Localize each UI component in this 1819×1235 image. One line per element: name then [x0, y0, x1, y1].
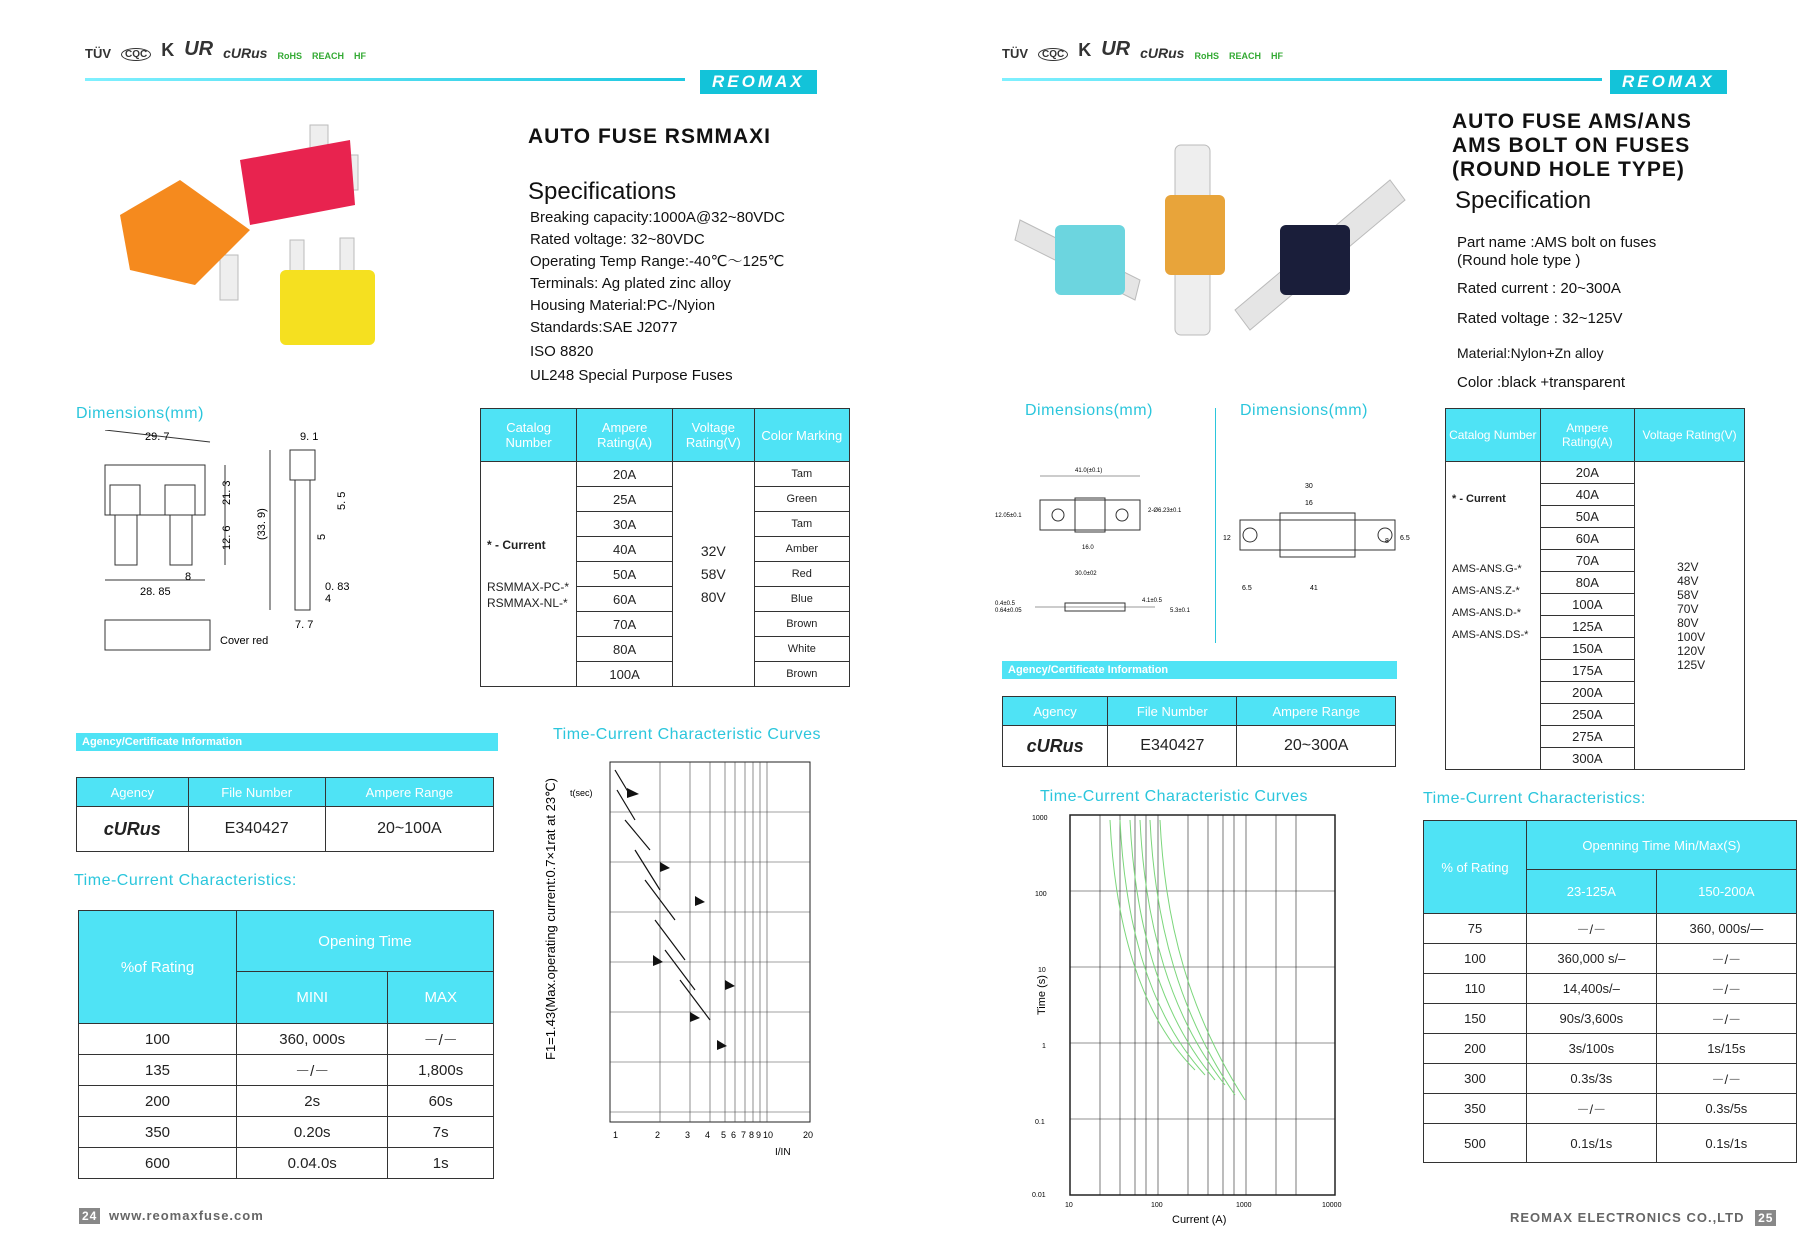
- tc-row: [79, 1148, 494, 1179]
- left-tc-table: [78, 910, 494, 1179]
- right-agency-bar: Agency/Certificate Information: [1002, 661, 1397, 679]
- cover-red-label: Cover red: [220, 635, 269, 647]
- k-logo: K: [161, 40, 175, 60]
- left-curve-svg: [535, 750, 835, 1170]
- amp-cell: 70A: [577, 612, 673, 637]
- tc-row: [1424, 1004, 1797, 1034]
- tc-cell: 600: [79, 1148, 237, 1179]
- volt-80: 80V: [700, 588, 726, 605]
- ytick: 100: [1035, 891, 1047, 898]
- tc-cell: 3s/100s: [1527, 1034, 1657, 1064]
- reach-logo: REACH: [1228, 51, 1261, 61]
- ams-fuse-illustration: [1010, 140, 1410, 350]
- spec-rated-current: Rated current : 20~300A: [1457, 280, 1621, 297]
- spec-rated-voltage: Rated voltage : 32~125V: [1457, 310, 1623, 327]
- amp-cell: 60A: [1540, 528, 1635, 550]
- spec-part-name: Part name :AMS bolt on fuses: [1457, 234, 1657, 251]
- curus-logo-cell: cURus: [77, 807, 189, 852]
- product-image-rsmmaxi: [120, 120, 400, 350]
- header-catalog-number: Catalog Number: [1446, 409, 1541, 462]
- left-tc-label: Time-Current Characteristics:: [74, 872, 297, 889]
- left-dimensions-label: Dimensions(mm): [76, 405, 204, 422]
- dim-a: 16.0: [1082, 545, 1094, 551]
- right-title-line3: (ROUND HOLE TYPE): [1452, 158, 1685, 181]
- color-cell: Tam: [754, 512, 849, 537]
- spec-housing: Housing Material:PC-/Nyion: [530, 297, 716, 314]
- tc-sub-header: 150-200A: [1656, 870, 1796, 914]
- current-note: * - Current: [487, 538, 546, 552]
- tsec-label: t(sec): [570, 788, 593, 798]
- catalog-pc: RSMMAX-PC-*: [487, 580, 570, 594]
- ampere-range: 20~100A: [325, 807, 493, 852]
- header-bar-left: [85, 78, 685, 81]
- ytick: 1: [1042, 1043, 1046, 1050]
- tc-min-header: MINI: [237, 972, 388, 1024]
- xtick: 2: [655, 1130, 661, 1140]
- agency-header: Agency: [77, 778, 189, 807]
- volt-item: 80V: [1677, 615, 1699, 630]
- tc-row: [1424, 974, 1797, 1004]
- left-dimension-drawing: [90, 430, 420, 680]
- ytick: 1000: [1032, 815, 1048, 822]
- color-cell: Blue: [754, 587, 849, 612]
- right-spec-list: [1457, 234, 1656, 394]
- catalog-header-row: [481, 409, 850, 462]
- tuv-logo: TÜV: [1002, 46, 1028, 61]
- amp-cell: 200A: [1540, 682, 1635, 704]
- tc-rating-header: %of Rating: [79, 911, 237, 1024]
- amp-cell: 125A: [1540, 616, 1635, 638]
- tc-cell: 200: [79, 1086, 237, 1117]
- left-footer: [79, 1208, 264, 1223]
- tc-sub-header: 23-125A: [1527, 870, 1657, 914]
- tc-cell: 0.04.0s: [237, 1148, 388, 1179]
- tc-row: [79, 1086, 494, 1117]
- tc-row: [1424, 914, 1797, 944]
- ur-logo: UR: [184, 38, 214, 60]
- tc-cell: 75: [1424, 914, 1527, 944]
- tc-cell: 100: [79, 1024, 237, 1055]
- ampere-range: 20~300A: [1237, 726, 1396, 767]
- color-cell: Amber: [754, 537, 849, 562]
- right-footer: [1510, 1210, 1776, 1225]
- tc-cell: －/－: [1656, 1064, 1796, 1094]
- dim-5: 5: [316, 533, 328, 540]
- tc-cell: 350: [1424, 1094, 1527, 1124]
- header-voltage: Voltage Rating(V): [1635, 409, 1745, 462]
- xtick: 1: [613, 1130, 619, 1140]
- dim-t1: 0.4±0.5: [995, 601, 1015, 607]
- curus-logo: cURus: [1140, 45, 1185, 61]
- amp-cell: 80A: [577, 637, 673, 662]
- amp-cell: 40A: [1540, 484, 1635, 506]
- xtick: 5: [721, 1130, 727, 1140]
- header-color: Color Marking: [754, 409, 849, 462]
- catalog-ds: AMS-ANS.DS-*: [1452, 629, 1529, 641]
- xtick: 1000: [1236, 1202, 1252, 1209]
- left-curve-chart: [535, 750, 835, 1170]
- header-bar-right: [1002, 78, 1602, 81]
- tc-opening-header: Openning Time Min/Max(S): [1527, 821, 1797, 870]
- amp-cell: 80A: [1540, 572, 1635, 594]
- tc-cell: 110: [1424, 974, 1527, 1004]
- left-catalog-table: [480, 408, 850, 687]
- tc-row: [1424, 1094, 1797, 1124]
- catalog-z: AMS-ANS.Z-*: [1452, 585, 1520, 597]
- dimension-svg: [90, 430, 420, 680]
- website-url: www.reomaxfuse.com: [108, 1208, 264, 1223]
- tc-cell: 0.1s/1s: [1527, 1124, 1657, 1163]
- xtick: 20: [803, 1130, 814, 1140]
- dim-h2: 12. 6: [221, 525, 233, 550]
- file-number: E340427: [1108, 726, 1237, 767]
- color-cell: Brown: [754, 662, 849, 687]
- volt-item: 125V: [1677, 657, 1706, 672]
- tc-cell: 135: [79, 1055, 237, 1086]
- amp-cell: 40A: [577, 537, 673, 562]
- voltage-cell: [673, 462, 755, 687]
- volt-32: 32V: [700, 542, 726, 559]
- dim-28-85: 28. 85: [140, 586, 171, 598]
- dim-hole: 2-Ø6.23±0.1: [1148, 508, 1182, 514]
- dim2-g: 8: [1385, 538, 1389, 545]
- curus-logo: cURus: [223, 45, 268, 61]
- brand-logo-right: REOMAX: [1610, 70, 1727, 94]
- dim-7-7: 7. 7: [295, 619, 314, 631]
- left-curve-ylabel: F1=1.43(Max.operating current:0.7×1rat at 23℃): [543, 778, 558, 1060]
- certification-logos-right: [1002, 38, 1283, 61]
- spec-material: Material:Nylon+Zn alloy: [1457, 345, 1604, 361]
- dim-w: 12.05±0.1: [995, 513, 1022, 519]
- right-dimensions-label-1: Dimensions(mm): [1025, 402, 1153, 419]
- dim-4: 4: [325, 593, 332, 605]
- tuv-logo: TÜV: [85, 46, 111, 61]
- tc-cell: 0.3s/5s: [1656, 1094, 1796, 1124]
- color-cell: Red: [754, 562, 849, 587]
- tc-row: [1424, 1124, 1797, 1163]
- right-agency-table: [1002, 696, 1396, 767]
- tc-cell: 360, 000s/—: [1656, 914, 1796, 944]
- tc-row: [1424, 944, 1797, 974]
- ytick: 10: [1038, 967, 1046, 974]
- catalog-d: AMS-ANS.D-*: [1452, 607, 1522, 619]
- header-ampere: Ampere Rating(A): [1540, 409, 1635, 462]
- file-number: E340427: [188, 807, 325, 852]
- tc-cell: 1s/15s: [1656, 1034, 1796, 1064]
- color-cell: Green: [754, 487, 849, 512]
- right-title-block: [1452, 110, 1692, 182]
- dim2-f: 41: [1310, 585, 1318, 592]
- left-page-title: AUTO FUSE RSMMAXI: [528, 125, 771, 148]
- tc-rating-header: % of Rating: [1424, 821, 1527, 914]
- dim-width: 29. 7: [145, 431, 170, 443]
- tc-cell: 1,800s: [388, 1055, 494, 1086]
- tc-cell: 1s: [388, 1148, 494, 1179]
- tc-cell: 60s: [388, 1086, 494, 1117]
- hf-logo: HF: [1271, 51, 1283, 61]
- amp-cell: 100A: [1540, 594, 1635, 616]
- xtick: 7: [741, 1130, 747, 1140]
- catalog-number-cell: [481, 462, 577, 687]
- xtick: 10: [1065, 1202, 1073, 1209]
- tc-cell: 360,000 s/–: [1527, 944, 1657, 974]
- tc-row: [79, 1117, 494, 1148]
- tc-max-header: MAX: [388, 972, 494, 1024]
- dim-b: 30.0±02: [1075, 571, 1097, 577]
- left-spec-heading: Specifications: [528, 178, 677, 205]
- volt-item: 100V: [1677, 629, 1706, 644]
- color-cell: White: [754, 637, 849, 662]
- dim-d: 5.3±0.1: [1170, 608, 1190, 614]
- right-dimension-drawing-1: [990, 460, 1210, 630]
- header-catalog-number: Catalog Number: [481, 409, 577, 462]
- right-curve-label: Time-Current Characteristic Curves: [1040, 788, 1309, 805]
- amp-cell: 175A: [1540, 660, 1635, 682]
- xtick: 3: [685, 1130, 691, 1140]
- volt-item: 58V: [1677, 587, 1699, 602]
- catalog-nl: RSMMAX-NL-*: [487, 596, 568, 610]
- range-header: Ampere Range: [1237, 697, 1396, 726]
- volt-58: 58V: [700, 565, 726, 582]
- volt-item: 120V: [1677, 643, 1706, 658]
- volt-item: 48V: [1677, 573, 1699, 588]
- tc-row: [79, 1024, 494, 1055]
- xtick: 100: [1151, 1202, 1163, 1209]
- amp-cell: 60A: [577, 587, 673, 612]
- ytick: 0.1: [1035, 1119, 1045, 1126]
- amp-cell: 250A: [1540, 704, 1635, 726]
- tc-cell: －/－: [1656, 1004, 1796, 1034]
- dim-len: 41.0(±0.1): [1075, 468, 1103, 474]
- tc-cell: 0.20s: [237, 1117, 388, 1148]
- spec-breaking-capacity: Breaking capacity:1000A@32~80VDC: [530, 209, 785, 226]
- dim-divider: [1215, 408, 1216, 643]
- right-tc-label: Time-Current Characteristics:: [1423, 790, 1646, 807]
- tc-cell: 0.3s/3s: [1527, 1064, 1657, 1094]
- left-agency-table: [76, 777, 494, 852]
- amp-cell: 150A: [1540, 638, 1635, 660]
- tc-row: [1424, 1034, 1797, 1064]
- tc-cell: 300: [1424, 1064, 1527, 1094]
- dim-8: 8: [185, 571, 192, 583]
- tc-cell: 7s: [388, 1117, 494, 1148]
- dim-33-9: (33. 9): [256, 508, 268, 540]
- xlabel: I/IN: [775, 1147, 791, 1158]
- right-curve-ylabel: Time (s): [1036, 975, 1048, 1015]
- tc-cell: 2s: [237, 1086, 388, 1117]
- dim-9-1: 9. 1: [300, 431, 319, 443]
- tc-cell: 500: [1424, 1124, 1527, 1163]
- tc-opening-header: Opening Time: [237, 911, 494, 972]
- right-curve-chart: [1020, 805, 1350, 1230]
- right-dimensions-label-2: Dimensions(mm): [1240, 402, 1368, 419]
- current-note: * - Current: [1452, 493, 1506, 505]
- catalog-g: AMS-ANS.G-*: [1452, 563, 1522, 575]
- cqc-logo: CQC: [121, 48, 151, 61]
- dim-h1: 21. 3: [221, 480, 233, 505]
- right-title-line1: AUTO FUSE AMS/ANS: [1452, 110, 1692, 133]
- amp-cell: 50A: [1540, 506, 1635, 528]
- rohs-logo: RoHS: [277, 51, 302, 61]
- volt-item: 32V: [1677, 559, 1699, 574]
- spec-rated-voltage: Rated voltage: 32~80VDC: [530, 231, 705, 248]
- tc-cell: －/－: [1527, 1094, 1657, 1124]
- tc-cell: －/－: [388, 1024, 494, 1055]
- header-ampere: Ampere Rating(A): [577, 409, 673, 462]
- dim2-svg: [1220, 475, 1420, 605]
- tc-cell: 200: [1424, 1034, 1527, 1064]
- amp-cell: 30A: [577, 512, 673, 537]
- right-catalog-table: [1445, 408, 1745, 770]
- rohs-logo: RoHS: [1194, 51, 1219, 61]
- spec-temp-range: Operating Temp Range:-40℃～125℃: [530, 253, 785, 270]
- right-tc-table: [1423, 820, 1797, 1163]
- volt-item: 70V: [1677, 601, 1699, 616]
- header-voltage: Voltage Rating(V): [673, 409, 755, 462]
- dim-c: 4.1±0.5: [1142, 598, 1162, 604]
- company-name: REOMAX ELECTRONICS CO.,LTD: [1510, 1210, 1745, 1225]
- amp-cell: 275A: [1540, 726, 1635, 748]
- xtick: 4: [705, 1130, 711, 1140]
- tc-cell: －/－: [1656, 974, 1796, 1004]
- tc-cell: 360, 000s: [237, 1024, 388, 1055]
- color-cell: Tam: [754, 462, 849, 487]
- dim-0-83: 0. 83: [325, 581, 350, 593]
- spec-color: Color :black +transparent: [1457, 374, 1626, 391]
- tc-cell: 90s/3,600s: [1527, 1004, 1657, 1034]
- amp-cell: 70A: [1540, 550, 1635, 572]
- tc-cell: 100: [1424, 944, 1527, 974]
- amp-cell: 20A: [577, 462, 673, 487]
- file-header: File Number: [1108, 697, 1237, 726]
- right-title-line2: AMS BOLT ON FUSES: [1452, 134, 1691, 157]
- agency-header: Agency: [1003, 697, 1108, 726]
- amp-cell: 25A: [577, 487, 673, 512]
- dim2-c: 12: [1223, 535, 1231, 542]
- reach-logo: REACH: [311, 51, 344, 61]
- spec-standards: Standards:SAE J2077: [530, 319, 678, 336]
- tc-cell: －/－: [1527, 914, 1657, 944]
- spec-terminals: Terminals: Ag plated zinc alloy: [530, 275, 731, 292]
- file-header: File Number: [188, 778, 325, 807]
- right-dimension-drawing-2: [1220, 475, 1420, 605]
- tc-row: [79, 1055, 494, 1086]
- dim2-d: 6.5: [1400, 535, 1410, 542]
- tc-cell: 350: [79, 1117, 237, 1148]
- dim1-svg: [990, 460, 1210, 630]
- left-spec-list: [530, 207, 785, 387]
- ytick: 0.01: [1032, 1192, 1046, 1199]
- right-curve-xlabel: Current (A): [1172, 1214, 1227, 1226]
- page-number-25: 25: [1755, 1210, 1776, 1226]
- amp-cell: 300A: [1540, 748, 1635, 770]
- tc-cell: 14,400s/–: [1527, 974, 1657, 1004]
- tc-row: [1424, 1064, 1797, 1094]
- left-agency-bar: Agency/Certificate Information: [76, 733, 498, 751]
- right-curve-svg: [1020, 805, 1350, 1230]
- amp-cell: 50A: [577, 562, 673, 587]
- dim2-e: 6.5: [1242, 585, 1252, 592]
- fuse-illustration: [120, 120, 400, 350]
- product-image-ams: [1010, 140, 1410, 350]
- tc-cell: 0.1s/1s: [1656, 1124, 1796, 1163]
- amp-cell: 100A: [577, 662, 673, 687]
- xtick: 10: [763, 1130, 774, 1140]
- k-logo: K: [1078, 40, 1092, 60]
- xtick: 9: [756, 1130, 762, 1140]
- amp-cell: 20A: [1540, 462, 1635, 484]
- tc-cell: 150: [1424, 1004, 1527, 1034]
- hf-logo: HF: [354, 51, 366, 61]
- spec-iso: ISO 8820: [530, 343, 594, 360]
- curus-logo-cell: cURus: [1003, 726, 1108, 767]
- spec-ul248: UL248 Special Purpose Fuses: [530, 367, 733, 384]
- tc-cell: －/－: [1656, 944, 1796, 974]
- voltage-cell: [1635, 462, 1745, 770]
- cqc-logo: CQC: [1038, 48, 1068, 61]
- xtick: 8: [749, 1130, 755, 1140]
- catalog-number-cell: [1446, 462, 1541, 770]
- ur-logo: UR: [1101, 38, 1131, 60]
- right-spec-heading: Specification: [1455, 187, 1592, 214]
- xtick: 10000: [1322, 1202, 1342, 1209]
- range-header: Ampere Range: [325, 778, 493, 807]
- page-number-24: 24: [79, 1208, 100, 1224]
- brand-logo-left: REOMAX: [700, 70, 817, 94]
- left-curve-label: Time-Current Characteristic Curves: [553, 726, 822, 743]
- dim-t2: 0.64±0.05: [995, 608, 1022, 614]
- dim2-b: 16: [1305, 500, 1313, 507]
- dim-5-5: 5. 5: [336, 491, 348, 510]
- color-cell: Brown: [754, 612, 849, 637]
- dim2-a: 30: [1305, 483, 1313, 490]
- certification-logos-left: [85, 38, 366, 61]
- tc-cell: －/－: [237, 1055, 388, 1086]
- spec-round-hole: (Round hole type ): [1457, 252, 1581, 269]
- xtick: 6: [731, 1130, 737, 1140]
